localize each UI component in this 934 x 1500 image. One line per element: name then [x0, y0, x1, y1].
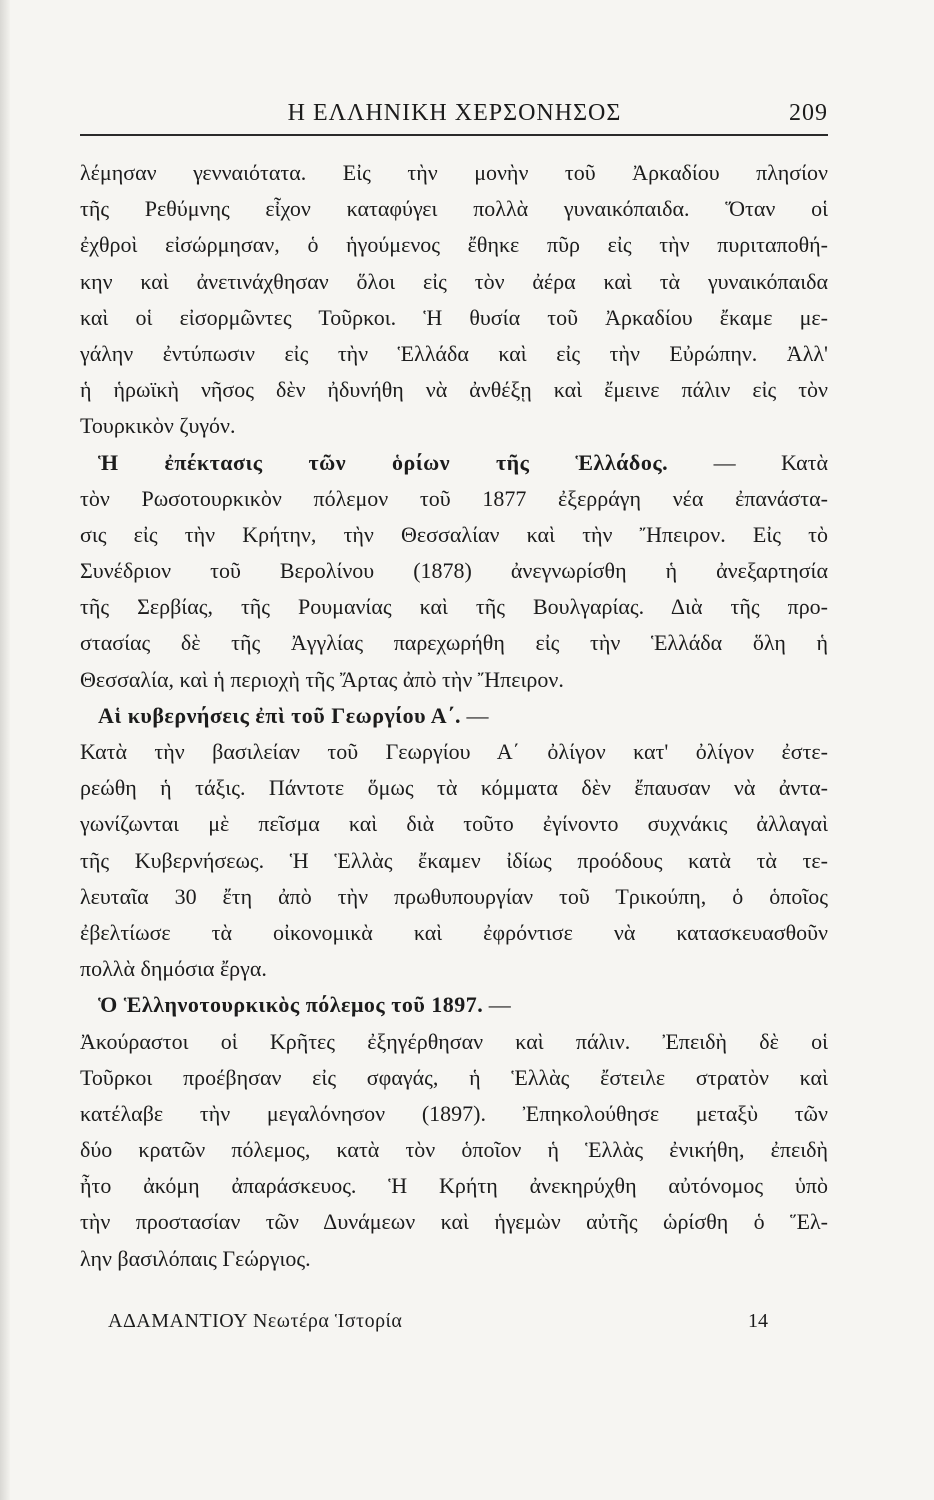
text-line: λην βασιλόπαις Γεώργιος.: [80, 1245, 311, 1271]
page-number: 209: [789, 100, 828, 126]
sheet-number: 14: [748, 1310, 768, 1332]
text-line: τῆς Κυβερνήσεως. Ἡ Ἑλλὰς ἔκαμεν ἰδίως προόδους κατὰ τὰ τε-: [80, 847, 828, 873]
text-line: πολλὰ δημόσια ἔργα.: [80, 956, 267, 982]
text-line: καὶ οἱ εἰσορμῶντες Τοῦρκοι. Ἡ θυσία τοῦ Ἀρκαδίου ἔκαμε με-: [80, 304, 828, 330]
text-line: Συνέδριον τοῦ Βερολίνου (1878) ἀνεγνωρίσθη ἡ ἀνεξαρτησία: [80, 558, 828, 584]
text-line: κατέλαβε τὴν μεγαλόνησον (1897). Ἐπηκολούθησε μεταξὺ τῶν: [80, 1100, 828, 1126]
section-heading: Ὁ Ἑλληνοτουρκικὸς πόλεμος τοῦ 1897.: [98, 992, 484, 1018]
text-line: Τουρκικὸν ζυγόν.: [80, 413, 236, 439]
text-line: ἦτο ἀκόμη ἀπαράσκευος. Ἡ Κρήτη ἀνεκηρύχθη αὐτόνομος ὑπὸ: [80, 1173, 828, 1199]
text-line: τῆς Σερβίας, τῆς Ρουμανίας καὶ τῆς Βουλγαρίας. Διὰ τῆς προ-: [80, 594, 828, 620]
text-line: κην καὶ ἀνετινάχθησαν ὅλοι εἰς τὸν ἀέρα καὶ τὰ γυναικόπαιδα: [80, 268, 828, 294]
heading-dash: —: [461, 702, 489, 728]
section-heading-line: [80, 445, 828, 481]
text-line: γωνίζωνται μὲ πεῖσμα καὶ διὰ τοῦτο ἐγίνοντο συχνάκις ἀλλαγαὶ: [80, 811, 828, 837]
heading-dash: — Κατὰ: [668, 449, 829, 475]
heading-dash: —: [483, 992, 511, 1018]
text-line: στασίας δὲ τῆς Ἀγγλίας παρεχωρήθη εἰς τὴν Ἑλλάδα ὅλη ἡ: [80, 630, 828, 656]
text-line: ἐχθροὶ εἰσώρμησαν, ὁ ἡγούμενος ἔθηκε πῦρ εἰς τὴν πυριταποθή-: [80, 232, 828, 258]
text-line: τὴν προστασίαν τῶν Δυνάμεων καὶ ἡγεμὼν αὐτῆς ὡρίσθη ὁ Ἕλ-: [80, 1209, 828, 1235]
text-line: λέμησαν γενναιότατα. Εἰς τὴν μονὴν τοῦ Ἀρκαδίου πλησίον: [80, 160, 828, 185]
text-line: Ἀκούραστοι οἱ Κρῆτες ἐξηγέρθησαν καὶ πάλιν. Ἐπειδὴ δὲ οἱ: [80, 1028, 828, 1054]
page-footer: [108, 1310, 768, 1333]
text-line: Τοῦρκοι προέβησαν εἰς σφαγάς, ἡ Ἑλλὰς ἔστειλε στρατὸν καὶ: [80, 1064, 828, 1090]
section-heading: Ἡ ἐπέκτασις τῶν ὁρίων τῆς Ἑλλάδος.: [98, 449, 669, 475]
text-line: ἐβελτίωσε τὰ οἰκονομικὰ καὶ ἐφρόντισε νὰ κατασκευασθοῦν: [80, 919, 828, 945]
page-binding-edge: [0, 0, 10, 1500]
text-line: Κατὰ τὴν βασιλείαν τοῦ Γεωργίου Α΄ ὀλίγον κατ' ὀλίγον ἐστε-: [80, 739, 828, 764]
text-line: σις εἰς τὴν Κρήτην, τὴν Θεσσαλίαν καὶ τὴν Ἤπειρον. Εἰς τὸ: [80, 521, 828, 547]
text-line: γάλην ἐντύπωσιν εἰς τὴν Ἑλλάδα καὶ εἰς τὴν Εὐρώπην. Ἀλλ': [80, 340, 828, 366]
section-heading: Αἱ κυβερνήσεις ἐπὶ τοῦ Γεωργίου Α΄.: [98, 702, 462, 728]
section-borders-expansion: [80, 445, 828, 698]
header-rule: [80, 134, 828, 136]
printer-signature: ΑΔΑΜΑΝΤΙΟΥ Νεωτέρα Ἱστορία: [108, 1310, 403, 1332]
section-heading-line: [80, 698, 828, 734]
running-title: Η ΕΛΛΗΝΙΚΗ ΧΕΡΣΟΝΗΣΟΣ: [287, 100, 622, 126]
paragraph-arkadi: [80, 155, 828, 445]
section-heading-line: [80, 987, 828, 1023]
text-line: τὸν Ρωσοτουρκικὸν πόλεμον τοῦ 1877 ἐξερράγη νέα ἐπανάστα-: [80, 485, 828, 511]
running-header: [80, 100, 828, 127]
body-text: [80, 155, 828, 1277]
text-line: δύο κρατῶν πόλεμος, κατὰ τὸν ὁποῖον ἡ Ἑλλὰς ἐνικήθη, ἐπειδὴ: [80, 1137, 828, 1163]
text-line: Θεσσαλία, καὶ ἡ περιοχὴ τῆς Ἄρτας ἀπὸ τὴν Ἤπειρον.: [80, 666, 564, 692]
section-war-1897: [80, 987, 828, 1277]
text-line: τῆς Ρεθύμνης εἶχον καταφύγει πολλὰ γυναικόπαιδα. Ὅταν οἱ: [80, 196, 828, 222]
section-governments: [80, 698, 828, 988]
text-line: λευταῖα 30 ἔτη ἀπὸ τὴν πρωθυπουργίαν τοῦ Τρικούπη, ὁ ὁποῖος: [80, 883, 828, 909]
text-line: ἡ ἡρωϊκὴ νῆσος δὲν ἠδυνήθη νὰ ἀνθέξῃ καὶ ἔμεινε πάλιν εἰς τὸν: [80, 377, 828, 403]
text-line: ρεώθη ἡ τάξις. Πάντοτε ὅμως τὰ κόμματα δὲν ἔπαυσαν νὰ ἀντα-: [80, 775, 828, 801]
